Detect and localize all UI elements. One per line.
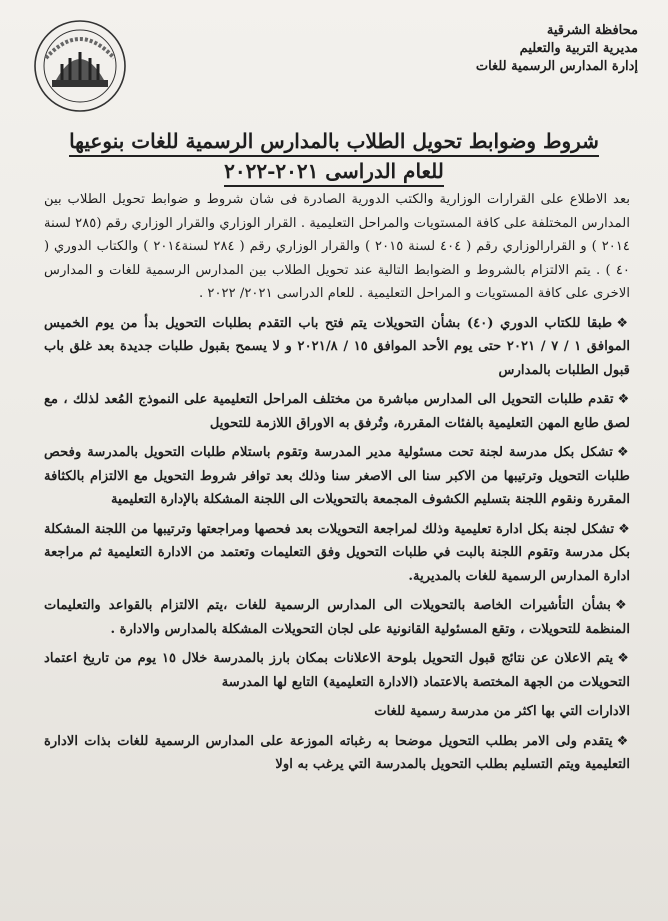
bullet-icon: ❖ — [616, 315, 631, 331]
bullet-icon: ❖ — [617, 392, 630, 407]
bullet-icon: ❖ — [617, 651, 630, 666]
bullet-item — [44, 594, 630, 641]
bullet-item — [44, 312, 630, 383]
document-body — [44, 188, 630, 783]
governorate-line: محافظة الشرقية — [546, 23, 638, 38]
page-title — [40, 126, 628, 186]
title-line-2: للعام الدراسى ٢٠٢١-٢٠٢٢ — [224, 159, 444, 187]
note-line: الادارات التي بها اكثر من مدرسة رسمية للغات — [374, 704, 630, 719]
bullet-text: بشأن التأشيرات الخاصة بالتحويلات الى المدارس الرسمية للغات ،يتم الالتزام بالقواعد والتعليمات المنظمة للتحويلات ، وتقع المسئولية القانونية على لجان التحويلات المشكلة بالمدارس والادارة . — [44, 598, 630, 637]
bullet-item — [44, 441, 630, 512]
bullet-text: تشكل لجنة بكل ادارة تعليمية وذلك لمراجعة التحويلات بعد فحصها ومراجعتها وترتيبها من اللجنة المشكلة بكل مدرسة وتقوم اللجنة بالبت في طلبات التحويل وفق التعليمات وتعتمد من الادارة التعليمية ثم مراجعة ادارة المدارس الرسمية للغات بالمديرية. — [44, 521, 630, 584]
bullet-icon: ❖ — [614, 598, 630, 613]
bullet-item — [44, 647, 630, 694]
bullet-icon: ❖ — [616, 733, 630, 749]
bullet-text: طبقا للكتاب الدوري (٤٠) بشأن التحويلات يتم فتح باب التقدم بطلبات التحويل بدأ من يوم الخميس الموافق ١ / ٧ / ٢٠٢١ حتى يوم الأحد الموافق ١٥ / ٢٠٢١/٨ و لا يسمح بقبول طلبات جديدة بعد غلق باب قبول الطلبات بالمدارس — [44, 315, 631, 378]
bullet-text: تشكل بكل مدرسة لجنة تحت مسئولية مدير المدرسة وتقوم باستلام طلبات التحويل بالمدرسة وفحص طلبات التحويل وترتيبها من الاكبر سنا الى الاصغر سنا وذلك بعد توافر شروط التحويل مع الالتزام بالكثافة المقررة ونقوم اللجنة بتسليم الكشوف المجمعة بالتحويلات الى اللجنة المشكلة بالإدارة التعليمية — [44, 445, 630, 507]
intro-paragraph: بعد الاطلاع على القرارات الوزارية والكتب الدورية الصادرة فى شان شروط و ضوابط تحويل الطلاب بين المدارس المختلفة على كافة المستويات والمراحل التعليمية . القرار الوزاري والقرار الوزاري رقم (٢٨٥ لسنة ٢٠١٤ ) و القرارالوزاري رقم ( ٤٠٤ لسنة ٢٠١٥ ) والقرار الوزاري رقم ( ٢٨٤ لسنة٢٠١٤ ) والكتاب الدوري ( ٤٠ ) . يتم الالتزام بالشروط و الضوابط التالية عند تحويل الطلاب بين المدارس الرسمية للغات و المدارس الاخرى على كافة المستويات و المراحل التعليمية . للعام الدراسى ٢٠٢١/ ٢٠٢٢ . — [44, 192, 631, 301]
header-block — [418, 22, 638, 76]
bullet-text: يتقدم ولى الامر بطلب التحويل موضحا به رغباته الموزعة على المدارس الرسمية للغات بذات الادارة التعليمية ويتم التسليم بطلب التحويل بالمدرسة التي يرغب به اولا — [44, 733, 630, 772]
administration-line: إدارة المدارس الرسمية للغات — [475, 59, 638, 74]
bullet-icon: ❖ — [618, 521, 630, 537]
bullet-text: تقدم طلبات التحويل الى المدارس مباشرة من مختلف المراحل التعليمية على النموذج المُعد لذلك ، مع لصق طابع المهن التعليمية بالفئات المقررة، وتُرفق به الاوراق اللازمة للتحويل — [44, 392, 630, 431]
bullet-text: يتم الاعلان عن نتائج قبول التحويل بلوحة الاعلانات بمكان بارز بالمدرسة خلال ١٥ يوم من تاريخ اعتماد التحويلات من الجهة المختصة بالاعتماد (الادارة التعليمية) التابع لها المدرسة — [44, 651, 630, 690]
directorate-line: مديرية التربية والتعليم — [519, 41, 638, 56]
bullet-item — [44, 388, 630, 435]
bullet-icon: ❖ — [616, 445, 630, 460]
title-line-1: شروط وضوابط تحويل الطلاب بالمدارس الرسمية للغات بنوعيها — [69, 129, 599, 157]
bullet-item — [44, 518, 630, 589]
bullet-item — [44, 730, 630, 777]
directorate-seal — [32, 18, 128, 114]
